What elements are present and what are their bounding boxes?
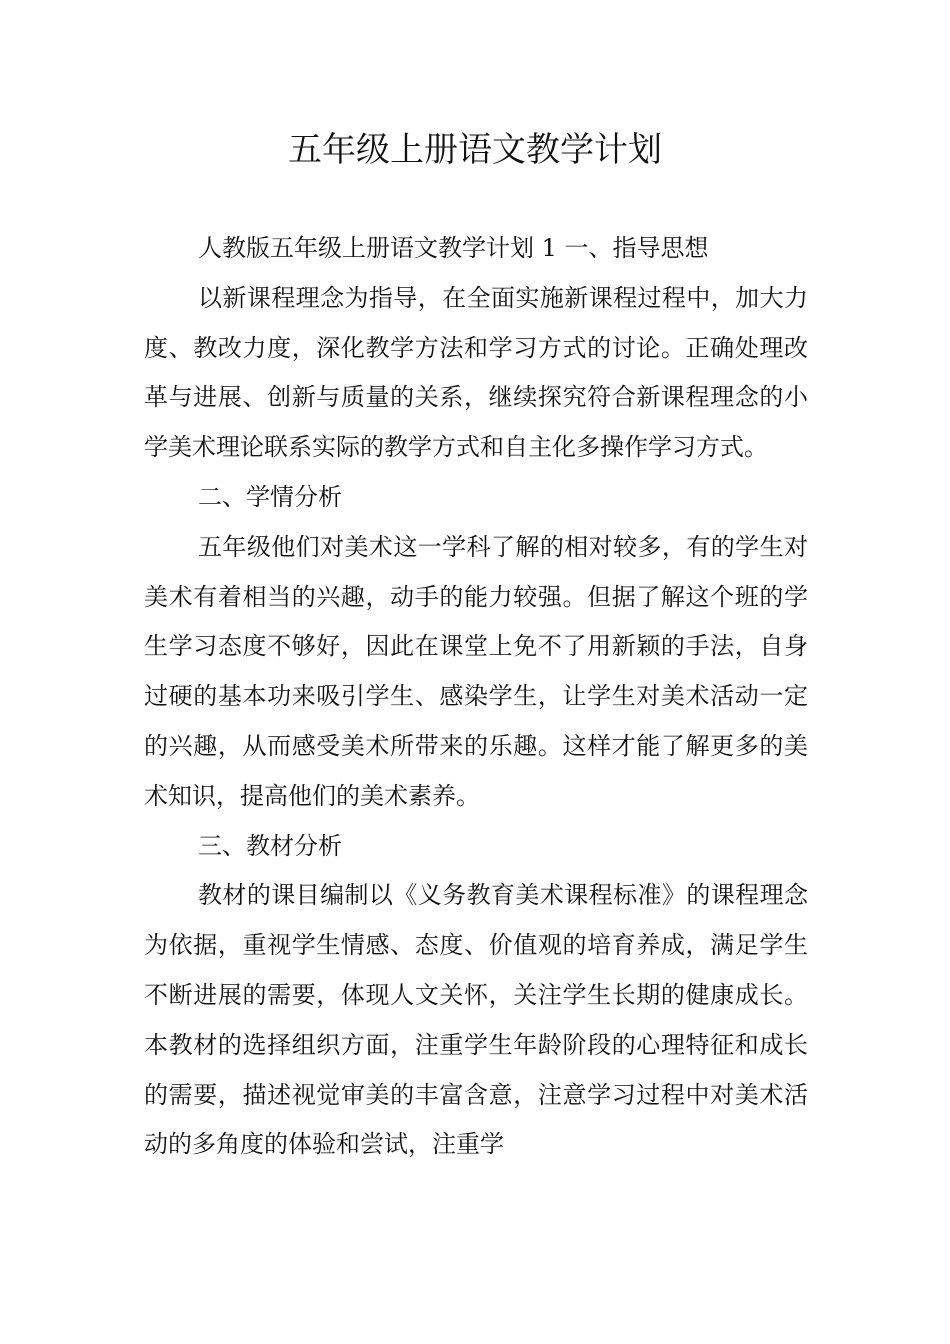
paragraph-guiding-ideology: 以新课程理念为指导，在全面实施新课程过程中，加大力度、教改力度，深化教学方法和学习方式的讨论。正确处理改革与进展、创新与质量的关系，继续探究符合新课程理念的小学美术理论联系实际的教学方式和自主化多操作学习方式。 — [144, 283, 808, 462]
section-heading-student-analysis: 二、学情分析 — [198, 482, 342, 511]
paragraph-intro-heading: 人教版五年级上册语文教学计划 1 一、指导思想 — [198, 234, 709, 262]
paragraph-textbook-analysis: 教材的课目编制以《义务教育美术课程标准》的课程理念为依据，重视学生情感、态度、价值观的培育养成，满足学生不断进展的需要，体现人文关怀，关注学生长期的健康成长。本教材的选择组织方面，注重学生年龄阶段的心理特征和成长的需要，描述视觉审美的丰富含意，注意学习过程中对美术活动的多角度的体验和尝试，注重学 — [144, 881, 808, 1159]
section-heading-textbook-analysis: 三、教材分析 — [198, 831, 342, 860]
document-title: 五年级上册语文教学计划 — [288, 130, 662, 170]
document-body — [144, 224, 808, 1170]
paragraph-student-analysis: 五年级他们对美术这一学科了解的相对较多，有的学生对美术有着相当的兴趣，动手的能力较强。但据了解这个班的学生学习态度不够好，因此在课堂上免不了用新颖的手法，自身过硬的基本功来吸引学生、感染学生，让学生对美术活动一定的兴趣，从而感受美术所带来的乐趣。这样才能了解更多的美术知识，提高他们的美术素养。 — [144, 532, 808, 810]
